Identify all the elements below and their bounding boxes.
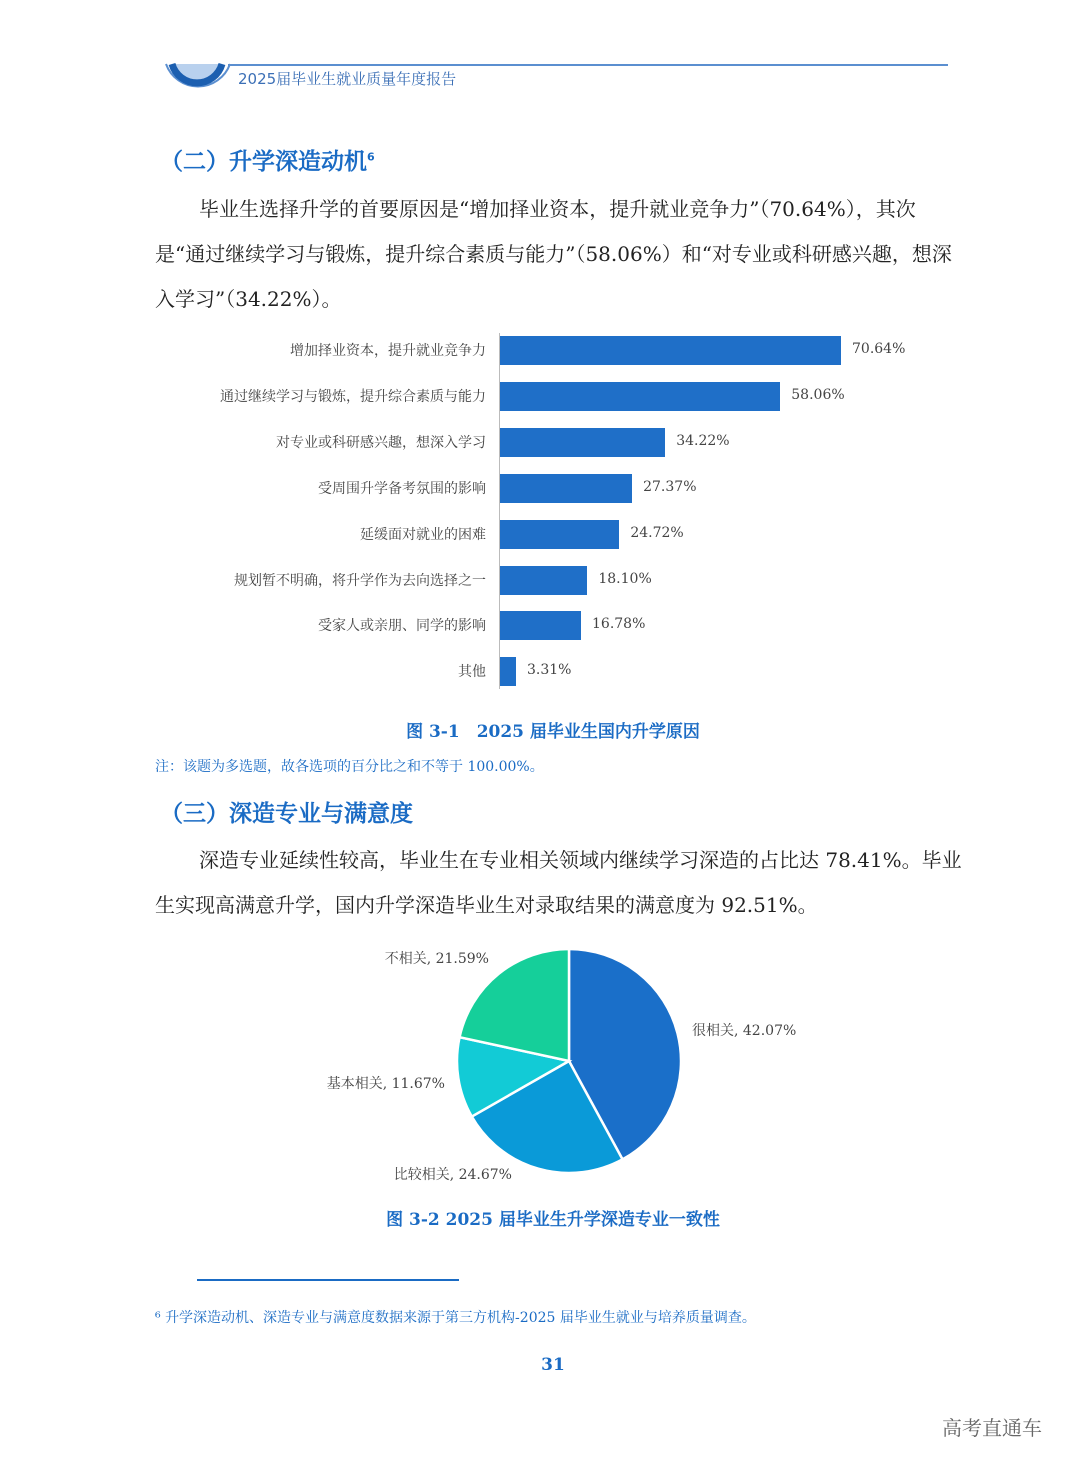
bar-category-label: 增加择业资本，提升就业竞争力 (290, 343, 486, 359)
bar-value-label: 34.22% (676, 432, 730, 449)
bar-category-label: 延缓面对就业的困难 (360, 526, 486, 543)
section-heading-motivation: （二）升学深造动机$^6$ (160, 149, 375, 175)
pie-slice-label: 很相关, 42.07% (692, 1023, 797, 1039)
bar-value-label: 24.72% (630, 524, 684, 541)
bar-value-label: 27.37% (643, 478, 697, 495)
pie-slice-label: 比较相关, 24.67% (393, 1167, 512, 1183)
section-heading-major: （三）深造专业与满意度 (160, 801, 413, 827)
bar-category-label: 规划暂不明确，将升学作为去向选择之一 (234, 572, 486, 589)
footnote-rule (197, 1279, 459, 1281)
page-number: 31 (541, 1355, 565, 1375)
figure-caption-1: 图 3-1 2025 届毕业生国内升学原因 (406, 722, 700, 742)
footnote: ⁶ 升学深造动机、深造专业与满意度数据来源于第三方机构-2025 届毕业生就业与培养质量调查。 (155, 1310, 756, 1326)
bar-value-label: 70.64% (852, 341, 906, 357)
pie-slice-label: 不相关, 21.59% (384, 951, 489, 967)
paragraph-major: 深造专业延续性较高，毕业生在专业相关领域内继续学习深造的占比达 78.41%。毕业生实现高满意升学，国内升学深造毕业生对录取结果的满意度为 92.51%。 (155, 848, 962, 917)
bar-category-label: 通过继续学习与锻炼，提升综合素质与能力 (220, 388, 486, 405)
figure-caption-2: 图 3-2 2025 届毕业生升学深造专业一致性 (386, 1210, 720, 1230)
header-title: 2025届毕业生就业质量年度报告 (238, 70, 457, 88)
figure-note: 注：该题为多选题，故各选项的百分比之和不等于 100.00%。 (155, 759, 544, 775)
pie-slice-label: 基本相关, 11.67% (326, 1076, 445, 1092)
bar-value-label: 18.10% (598, 570, 652, 587)
bar-value-label: 3.31% (526, 662, 572, 679)
bar-value-label: 16.78% (592, 616, 646, 633)
bar-category-label: 对专业或科研感兴趣，想深入学习 (276, 434, 486, 451)
watermark: 高考直通车 (942, 1416, 1042, 1440)
bar-value-label: 58.06% (791, 386, 845, 403)
bar-category-label: 受周围升学备考氛围的影响 (318, 480, 486, 497)
bar-category-label: 其他 (458, 664, 486, 681)
paragraph-motivation: 毕业生选择升学的首要原因是“增加择业资本，提升就业竞争力”（70.64%），其次是“通过继续学习与锻炼，提升综合素质与能力”（58.06%）和“对专业或科研感兴趣，想深入学习”（34.22%）。 (155, 197, 952, 311)
bar-category-label: 受家人或亲朋、同学的影响 (318, 618, 486, 635)
